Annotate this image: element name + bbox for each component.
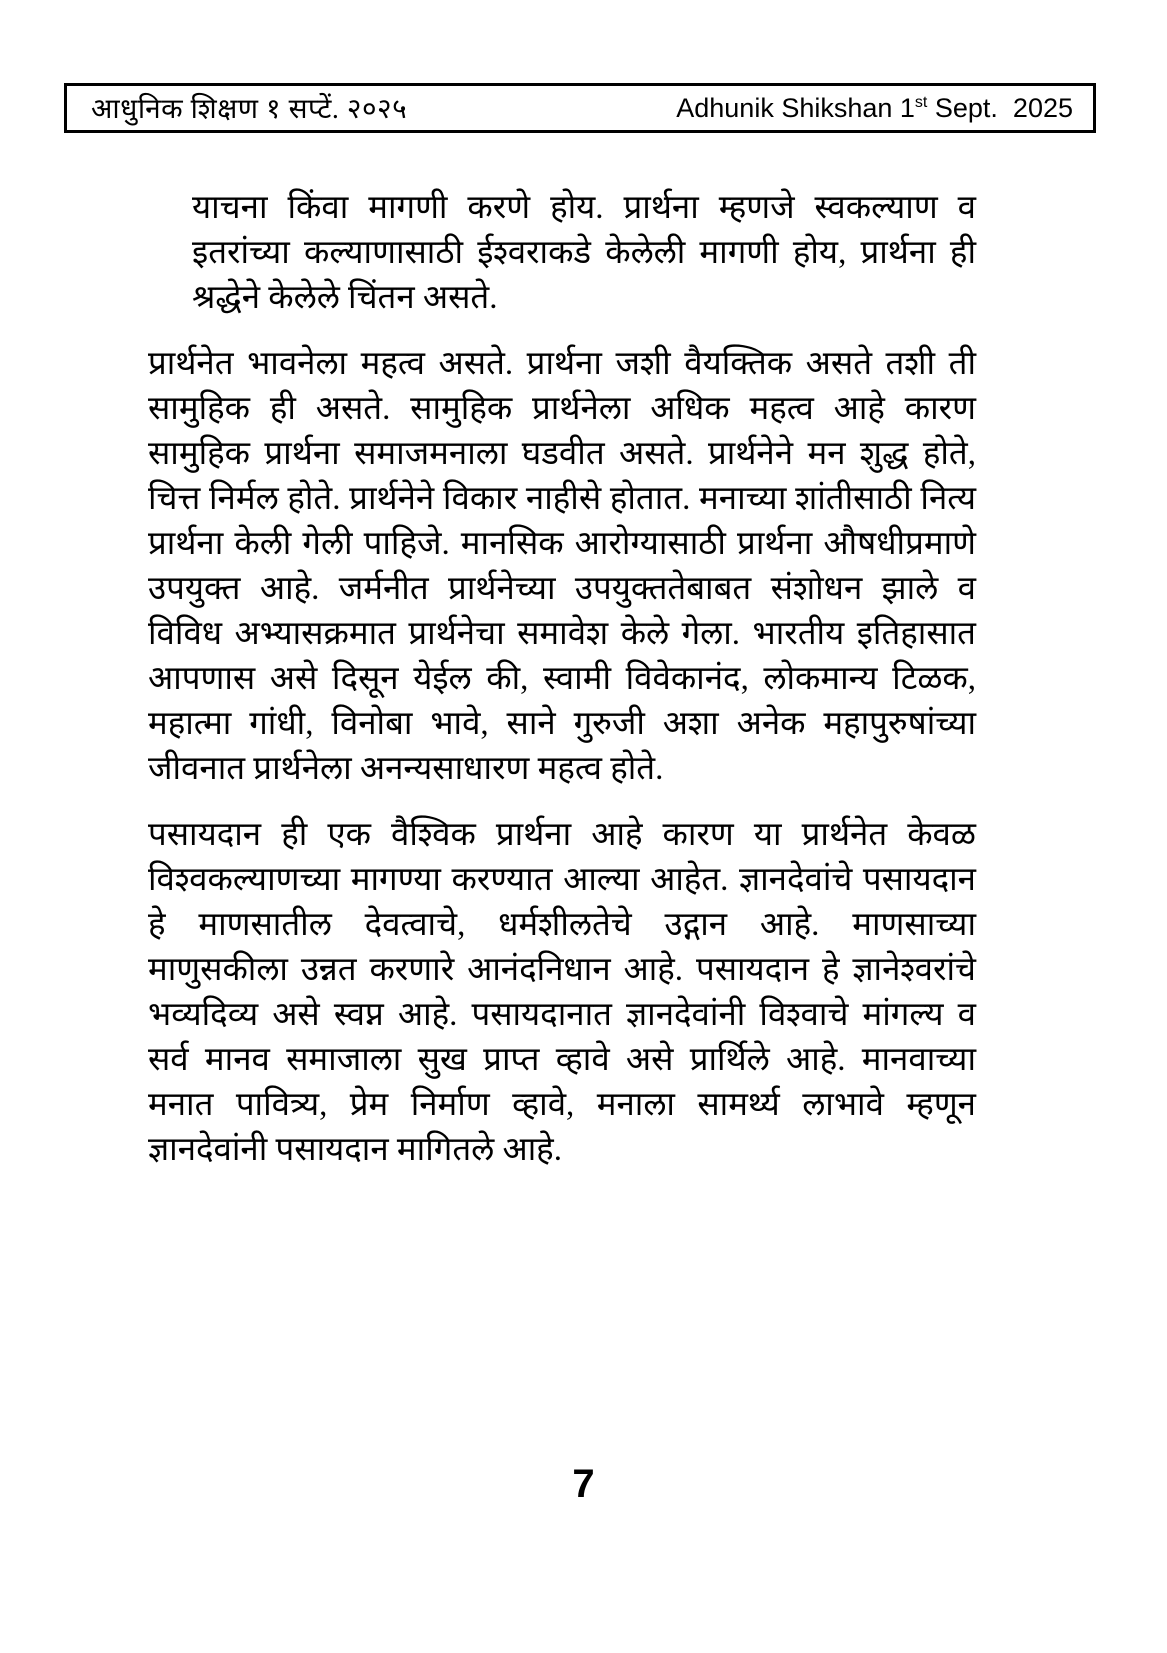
article-body bbox=[148, 186, 976, 1194]
paragraph-3: पसायदान ही एक वैश्विक प्रार्थना आहे कारण या प्रार्थनेत केवळ विश्वकल्याणच्या मागण्या करण्यात आल्या आहेत. ज्ञानदेवांचे पसायदान हे माणसातील देवत्वाचे, धर्मशीलतेचे उद्गान आहे. माणसाच्या माणुसकीला उन्नत करणारे आनंदनिधान आहे. पसायदान हे ज्ञानेश्वरांचे भव्यदिव्य असे स्वप्न आहे. पसायदानात ज्ञानदेवांनी विश्वाचे मांगल्य व सर्व मानव समाजाला सुख प्राप्त व्हावे असे प्रार्थिले आहे. मानवाच्या मनात पावित्र्य, प्रेम निर्माण व्हावे, मनाला सामर्थ्य लाभावे म्हणून ज्ञानदेवांनी पसायदान मागितले आहे. bbox=[148, 817, 976, 1168]
paragraph-2: प्रार्थनेत भावनेला महत्व असते. प्रार्थना जशी वैयक्तिक असते तशी ती सामुहिक ही असते. सामुहिक प्रार्थनेला अधिक महत्व आहे कारण सामुहिक प्रार्थना समाजमनाला घडवीत असते. प्रार्थनेने मन शुद्ध होते, चित्त निर्मल होते. प्रार्थनेने विकार नाहीसे होतात. मनाच्या शांतीसाठी नित्य प्रार्थना केली गेली पाहिजे. मानसिक आरोग्यासाठी प्रार्थना औषधीप्रमाणे उपयुक्त आहे. जर्मनीत प्रार्थनेच्या उपयुक्ततेबाबत संशोधन झाले व विविध अभ्यासक्रमात प्रार्थनेचा समावेश केले गेला. भारतीय इतिहासात आपणास असे दिसून येईल की, स्वामी विवेकानंद, लोकमान्य टिळक, महात्मा गांधी, विनोबा भावे, साने गुरुजी अशा अनेक महापुरुषांच्या जीवनात प्रार्थनेला अनन्यसाधारण महत्व होते. bbox=[148, 346, 976, 787]
header-title-ordinal-superscript: st bbox=[914, 93, 928, 111]
header-title-english-date: Sept. 2025 bbox=[927, 92, 1073, 123]
paragraph-1: याचना किंवा मागणी करणे होय. प्रार्थना म्हणजे स्वकल्याण व इतरांच्या कल्याणासाठी ईश्वराकडे केलेली मागणी होय, प्रार्थना ही श्रद्धेने केलेले चिंतन असते. bbox=[192, 190, 976, 316]
header-title-english-main: Adhunik Shikshan 1 bbox=[676, 92, 915, 123]
header-title-marathi: आधुनिक शिक्षण १ सप्टें. २०२५ bbox=[91, 94, 408, 125]
header-title-english bbox=[676, 93, 1073, 124]
page-number: 7 bbox=[572, 1462, 595, 1506]
page-header bbox=[64, 83, 1096, 133]
